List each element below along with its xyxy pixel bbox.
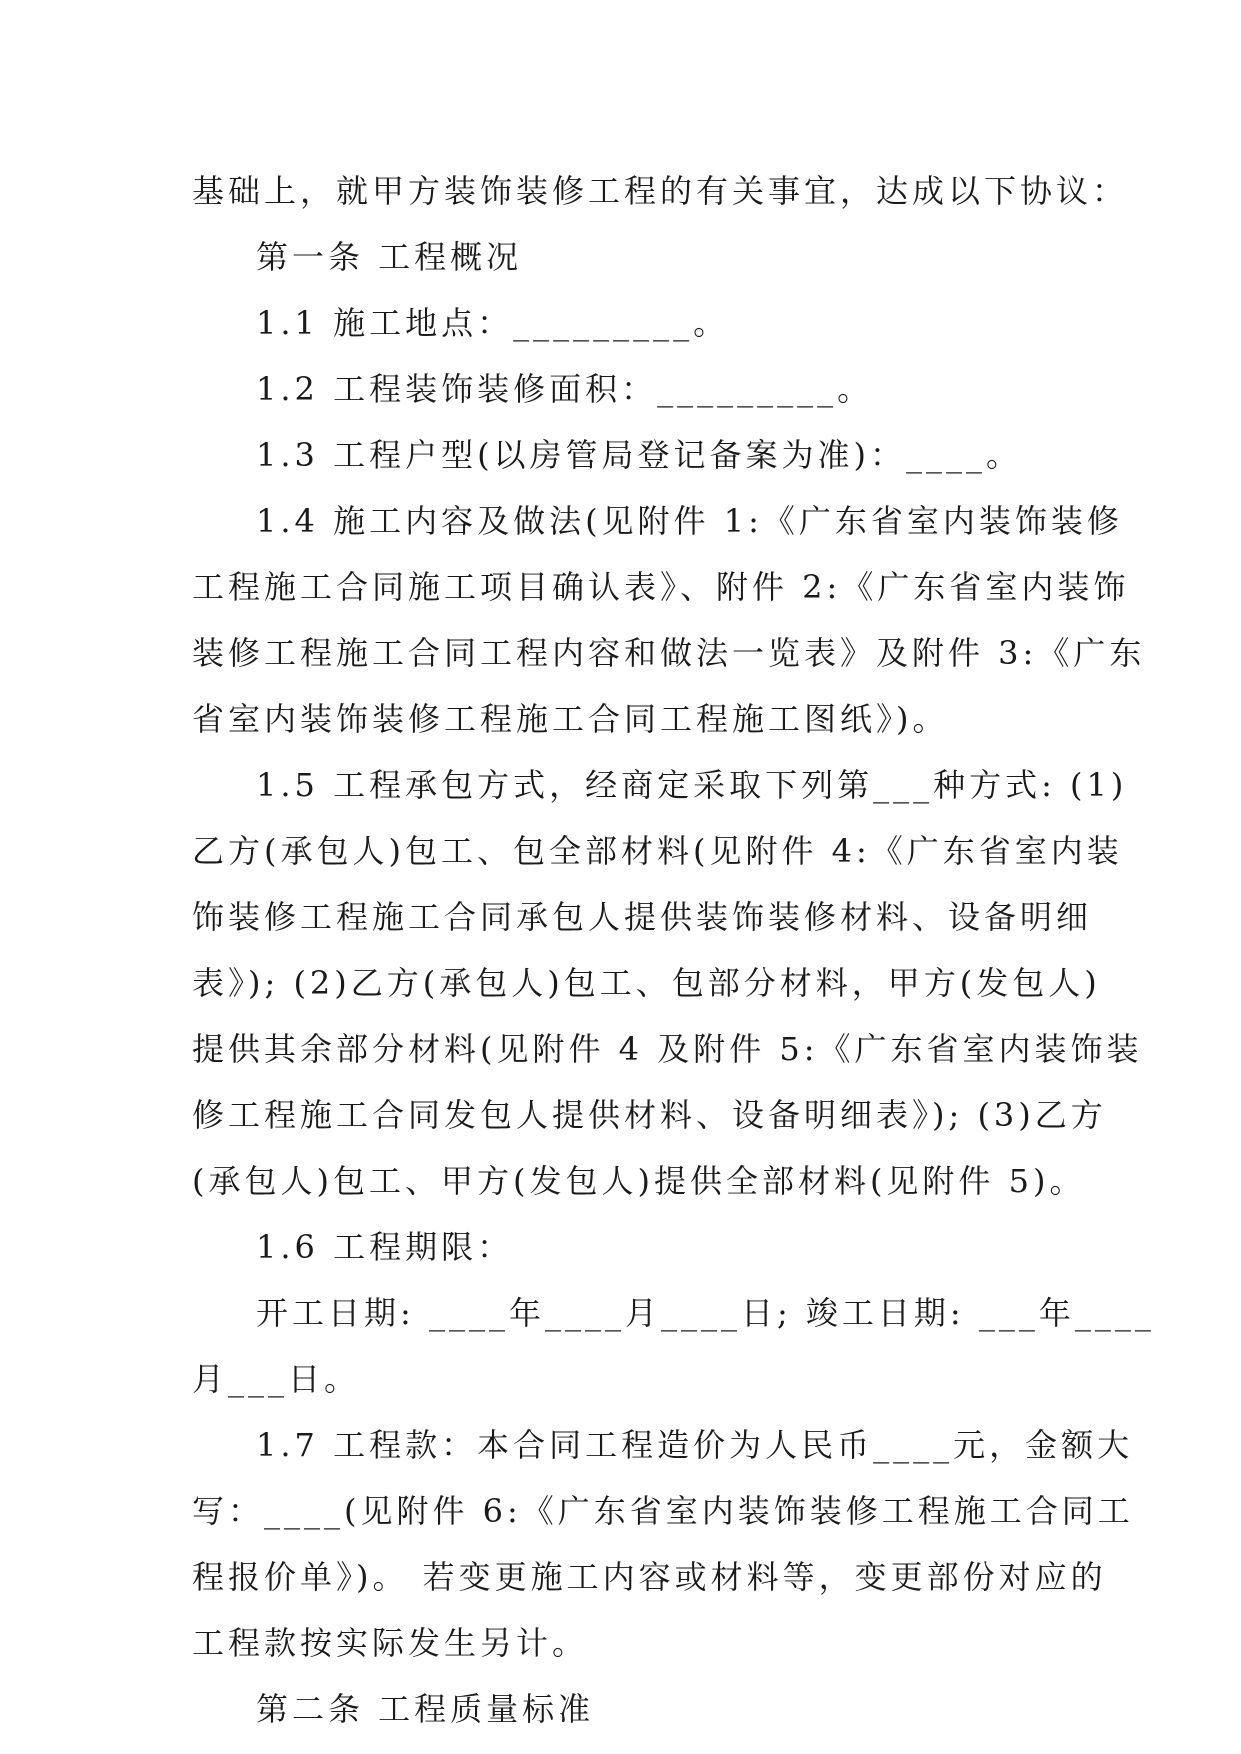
date-line: 开工日期: ____年____月____日; 竣工日期: ___年____: [256, 1294, 1155, 1332]
section-heading-1: 第一条 工程概况: [256, 238, 523, 276]
clause-1-3: 1.3 工程户型(以房管局登记备案为准)：____。: [256, 436, 1023, 474]
body-line: 月___日。: [192, 1360, 361, 1398]
body-line: 工程款按实际发生另计。: [192, 1624, 589, 1662]
clause-1-1: 1.1 施工地点：_________。: [256, 304, 730, 342]
document-page: [192, 158, 1155, 1742]
clause-1-7: 1.7 工程款：本合同工程造价为人民币____元，金额大: [256, 1426, 1134, 1464]
clause-1-2: 1.2 工程装饰装修面积：_________。: [256, 370, 874, 408]
clause-1-5: 1.5 工程承包方式，经商定采取下列第___种方式: (1): [256, 766, 1128, 804]
body-line: 表》); (2)乙方(承包人)包工、包部分材料，甲方(发包人): [192, 964, 1101, 1002]
clause-1-4: 1.4 施工内容及做法(见附件 1:《广东省室内装饰装修: [256, 502, 1123, 540]
section-heading-2: 第二条 工程质量标准: [256, 1690, 595, 1728]
body-line: 装修工程施工合同工程内容和做法一览表》及附件 3:《广东: [192, 634, 1146, 672]
body-line: 基础上，就甲方装饰装修工程的有关事宜，达成以下协议：: [192, 172, 1129, 210]
body-line: (承包人)包工、甲方(发包人)提供全部材料(见附件 5)。: [192, 1162, 1086, 1200]
body-line: 工程施工合同施工项目确认表》、附件 2:《广东省室内装饰: [192, 568, 1130, 606]
body-line: 饰装修工程施工合同承包人提供装饰装修材料、设备明细: [192, 898, 1093, 936]
body-line: 省室内装饰装修工程施工合同工程施工图纸》)。: [192, 700, 949, 738]
body-line: 写：____(见附件 6:《广东省室内装饰装修工程施工合同工: [192, 1492, 1134, 1530]
body-line: 乙方(承包人)包工、包全部材料(见附件 4:《广东省室内装: [192, 832, 1123, 870]
clause-1-6: 1.6 工程期限：: [256, 1228, 514, 1266]
body-line: 修工程施工合同发包人提供材料、设备明细表》); (3)乙方: [192, 1096, 1107, 1134]
body-line: 程报价单》)。 若变更施工内容或材料等，变更部份对应的: [192, 1558, 1107, 1596]
body-line: 提供其余部分材料(见附件 4 及附件 5:《广东省室内装饰装: [192, 1030, 1143, 1068]
